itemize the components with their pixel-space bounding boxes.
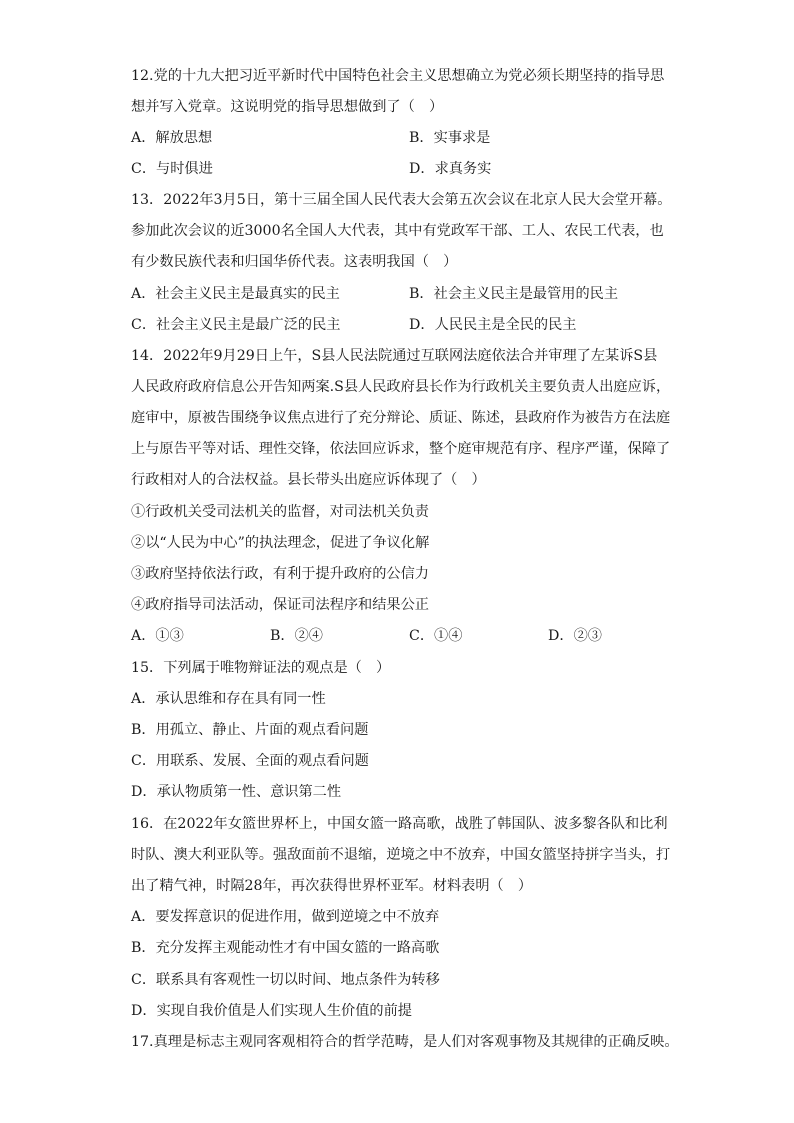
q16-option-c: C．联系具有客观性一切以时间、地点条件为转移 xyxy=(131,972,440,988)
q14-stem-line-4: 上与原告平等对话、理性交锋，依法回应诉求，整个庭审规范有序、程序严谨，保障了 xyxy=(131,441,671,457)
q13-option-d: D．人民民主是全民的民主 xyxy=(409,317,577,333)
q14-statement-3: ③政府坚持依法行政，有利于提升政府的公信力 xyxy=(131,566,429,582)
q16-option-a: A．要发挥意识的促进作用，做到逆境之中不放弃 xyxy=(131,909,440,925)
q13-stem-line-2: 参加此次会议的近3000名全国人大代表，其中有党政军干部、工人、农民工代表，也 xyxy=(131,223,664,239)
q12-stem-line-2: 想并写入党章。这说明党的指导思想做到了（ ） xyxy=(131,99,444,115)
q16-stem-line-2: 时队、澳大利亚队等。强敌面前不退缩，逆境之中不放弃，中国女篮坚持拼字当头，打 xyxy=(131,847,671,863)
q16-stem-line-1: 16．在2022年女篮世界杯上，中国女篮一路高歌，战胜了韩国队、波多黎各队和比利 xyxy=(131,816,668,832)
q15-option-a: A．承认思维和存在具有同一性 xyxy=(131,691,326,707)
q17-stem: 17.真理是标志主观同客观相符合的哲学范畴，是人们对客观事物及其规律的正确反映。 xyxy=(131,1034,679,1050)
q12-stem-line-1: 12.党的十九大把习近平新时代中国特色社会主义思想确立为党必须长期坚持的指导思 xyxy=(131,68,665,84)
q15-stem: 15．下列属于唯物辩证法的观点是（ ） xyxy=(131,660,391,676)
q14-statement-1: ①行政机关受司法机关的监督，对司法机关负责 xyxy=(131,504,429,520)
q15-option-d: D．承认物质第一性、意识第二性 xyxy=(131,784,342,800)
q16-option-b: B．充分发挥主观能动性才有中国女篮的一路高歌 xyxy=(131,940,440,956)
q14-option-d: D．②③ xyxy=(548,628,602,644)
q16-option-d: D．实现自我价值是人们实现人生价值的前提 xyxy=(131,1003,412,1019)
q14-statement-2: ②以“人民为中心”的执法理念，促进了争议化解 xyxy=(131,535,430,551)
q14-stem-line-3: 庭审中，原被告围绕争议焦点进行了充分辩论、质证、陈述，县政府作为被告方在法庭 xyxy=(131,410,671,426)
q13-option-a: A．社会主义民主是最真实的民主 xyxy=(131,286,340,302)
q13-stem-line-3: 有少数民族代表和归国华侨代表。这表明我国（ ） xyxy=(131,254,458,270)
q14-stem-line-5: 行政相对人的合法权益。县长带头出庭应诉体现了（ ） xyxy=(131,472,486,488)
q12-option-d: D．求真务实 xyxy=(409,161,492,177)
q14-option-b: B．②④ xyxy=(270,628,323,644)
q13-option-b: B．社会主义民主是最管用的民主 xyxy=(409,286,619,302)
q14-option-a: A．①③ xyxy=(131,628,184,644)
q13-option-c: C．社会主义民主是最广泛的民主 xyxy=(131,317,341,333)
q15-option-c: C．用联系、发展、全面的观点看问题 xyxy=(131,753,369,769)
q14-stem-line-2: 人民政府政府信息公开告知两案.S县人民政府县长作为行政机关主要负责人出庭应诉， xyxy=(131,379,671,395)
q12-option-c: C．与时俱进 xyxy=(131,161,213,177)
q13-stem-line-1: 13．2022年3月5日，第十三届全国人民代表大会第五次会议在北京人民大会堂开幕。 xyxy=(131,192,672,208)
q14-option-c: C．①④ xyxy=(409,628,463,644)
q16-stem-line-3: 出了精气神，时隔28年，再次获得世界杯亚军。材料表明（ ） xyxy=(131,878,533,894)
q12-option-a: A．解放思想 xyxy=(131,130,213,146)
q12-option-b: B．实事求是 xyxy=(409,130,491,146)
q15-option-b: B．用孤立、静止、片面的观点看问题 xyxy=(131,722,369,738)
q14-statement-4: ④政府指导司法活动，保证司法程序和结果公正 xyxy=(131,597,429,613)
q14-stem-line-1: 14．2022年9月29日上午，S县人民法院通过互联网法庭依法合并审理了左某诉S县 xyxy=(131,348,658,364)
